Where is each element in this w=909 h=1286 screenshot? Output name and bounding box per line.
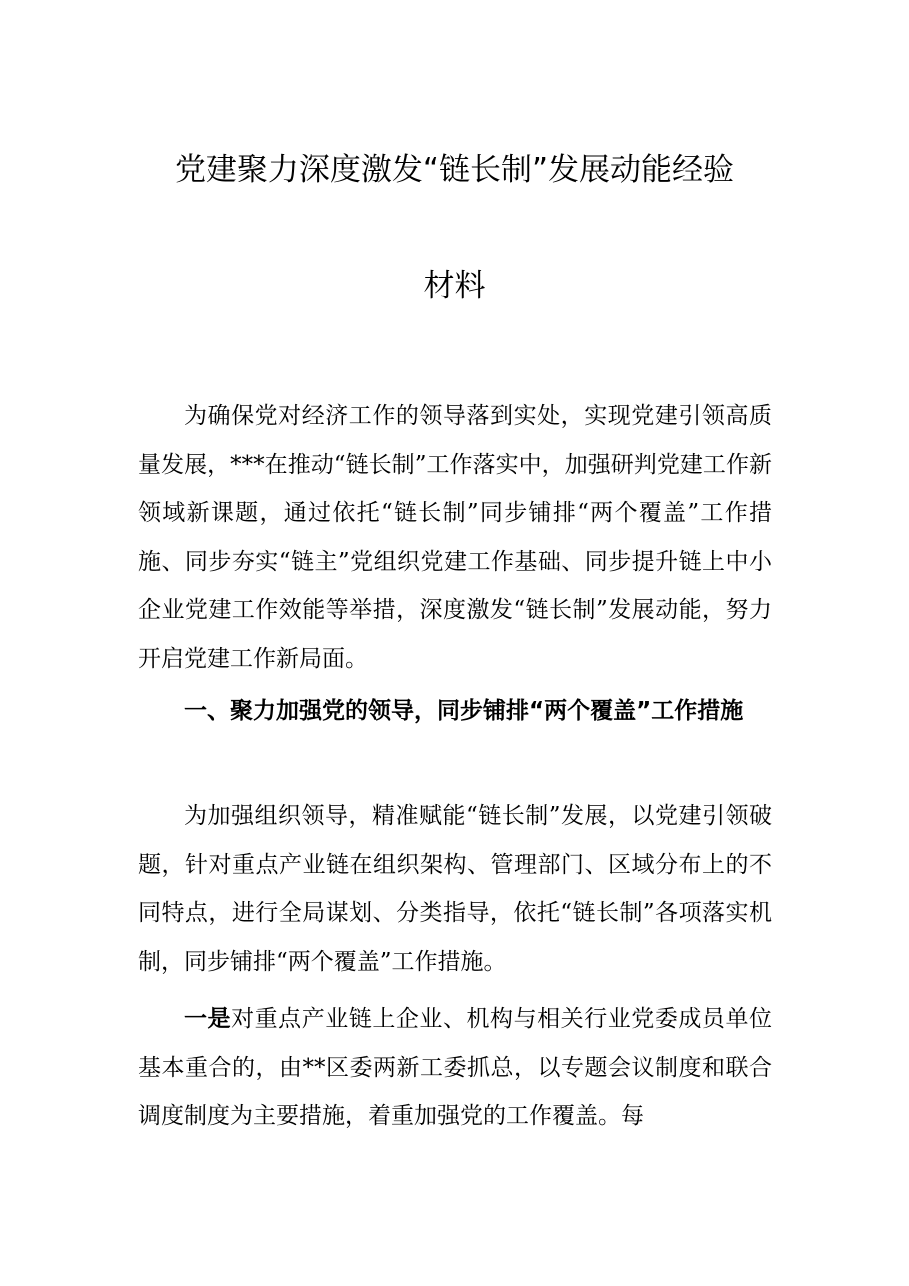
section-heading-1: 一、聚力加强党的领导，同步铺排“两个覆盖”工作措施 bbox=[184, 698, 744, 724]
point-1-body: 对重点产业链上企业、机构与相关行业党委成员单位基本重合的，由**区委两新工委抓总，以专题会议制度和联合调度制度为主要措施，着重加强党的工作覆盖。每 bbox=[138, 1006, 773, 1129]
point-1-lead: 一是 bbox=[184, 1006, 232, 1032]
point-1-paragraph bbox=[138, 995, 772, 1141]
intro-paragraph: 为确保党对经济工作的领导落到实处，实现党建引领高质量发展，***在推动“链长制”工作落实中，加强研判党建工作新领域新课题，通过依托“链长制”同步铺排“两个覆盖”工作措施、同步夯实“链主”党组织党建工作基础、同步提升链上中小企业党建工作效能等举措，深度激发“链长制”发展动能，努力开启党建工作新局面。 bbox=[138, 403, 772, 672]
document-title-line-1: 党建聚力深度激发“链长制”发展动能经验 bbox=[174, 152, 735, 188]
document-title-line-2: 材料 bbox=[423, 268, 486, 304]
section-1-intro-paragraph: 为加强组织领导，精准赋能“链长制”发展，以党建引领破题，针对重点产业链在组织架构、管理部门、区域分布上的不同特点，进行全局谋划、分类指导，依托“链长制”各项落实机制，同步铺排“两个覆盖”工作措施。 bbox=[138, 803, 772, 975]
